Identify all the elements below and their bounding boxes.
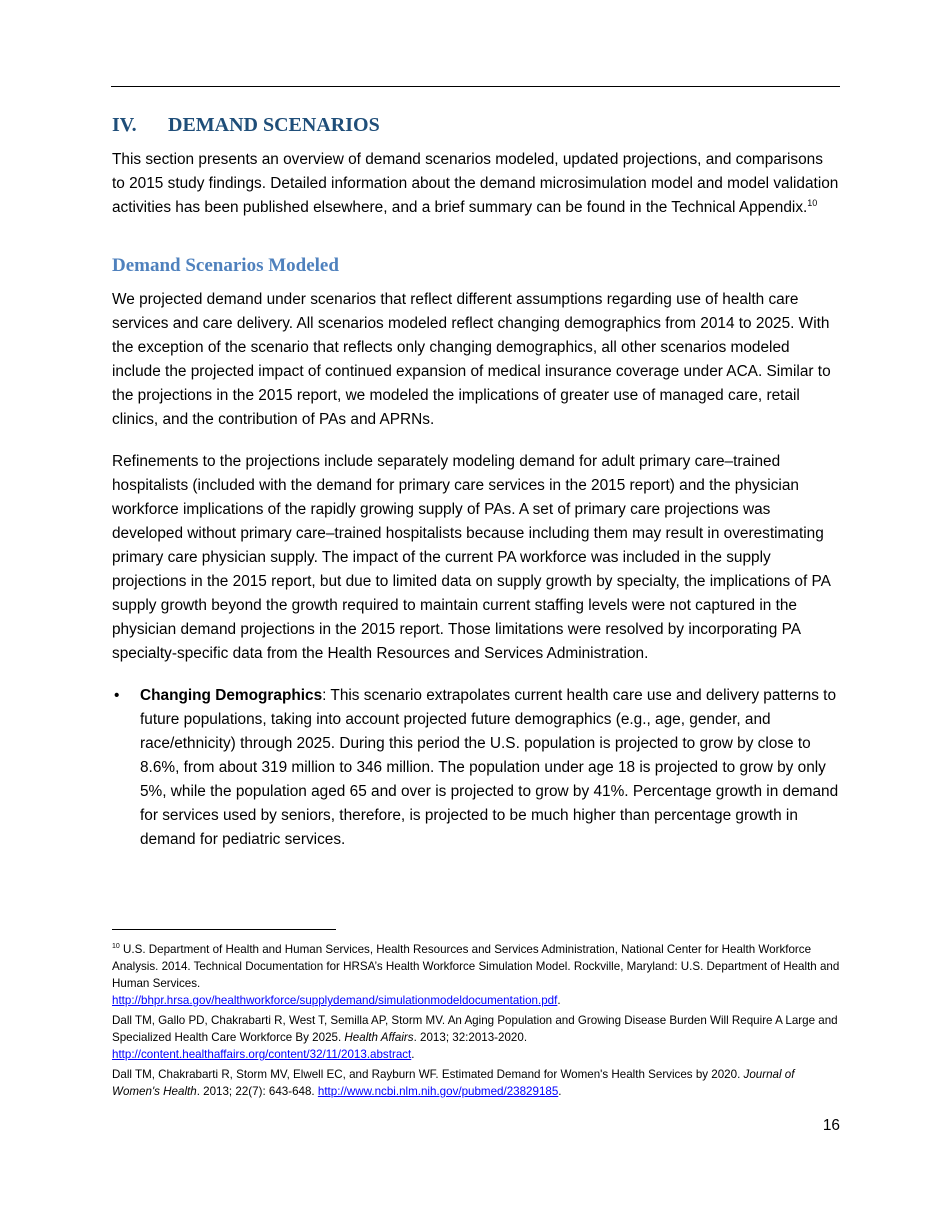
footnote-ref[interactable]: 10	[807, 197, 818, 208]
section-title: DEMAND SCENARIOS	[168, 114, 380, 136]
footnote-1	[112, 941, 840, 1009]
header-rule	[111, 86, 840, 87]
list-item	[112, 684, 840, 852]
bullet-term: Changing Demographics	[140, 687, 323, 704]
paragraph-2: Refinements to the projections include separately modeling demand for adult primary care–trained hospitalists (included with the demand for primary care services in the 2015 report) and the physician workforce implications of the rapidly growing supply of PAs. A set of primary care projections was developed without primary care–trained hospitalists because including them may result in overestimating primary care physician supply. The impact of the current PA workforce was included in the supply projections in the 2015 report, but due to limited data on supply growth by specialty, the implications of PA supply growth beyond the growth required to maintain current staffing levels were not captured in the physician demand projections in the 2015 report. Those limitations were resolved by incorporating PA specialty-specific data from the Health Resources and Services Administration.	[112, 453, 831, 662]
footnote-2-link[interactable]: http://content.healthaffairs.org/content/32/11/2013.abstract	[112, 1048, 412, 1061]
scenario-list	[112, 684, 840, 852]
bullet-text: : This scenario extrapolates current health care use and delivery patterns to future populations, taking into account projected future demographics (e.g., age, gender, and race/ethnicity) through 2025. During this period the U.S. population is projected to grow by close to 8.6%, from about 319 million to 346 million. The population under age 18 is projected to grow by only 5%, while the population aged 65 and over is projected to grow by 41%. Percentage growth in demand for services used by seniors, therefore, is projected to be much higher than percentage growth in demand for pediatric services.	[140, 687, 839, 848]
footnote-2-text: Dall TM, Gallo PD, Chakrabarti R, West T, Semilla AP, Storm MV. An Aging Population and Growing Disease Burden Will Require A Large and Specialized Health Care Workforce By 2025.	[112, 1014, 838, 1044]
page-number: 16	[822, 1117, 840, 1134]
footnote-2-details: . 2013; 32:2013-2020.	[413, 1031, 528, 1044]
main-content	[112, 110, 840, 852]
footnote-2-period: .	[411, 1048, 415, 1061]
intro-paragraph	[112, 148, 840, 220]
footnote-3-period: .	[558, 1085, 562, 1098]
footnote-3-text: Dall TM, Chakrabarti R, Storm MV, Elwell EC, and Rayburn WF. Estimated Demand for Women's Health Services by 2020.	[112, 1068, 744, 1081]
footnote-3	[112, 1066, 840, 1100]
footnote-number: 10	[112, 943, 120, 951]
footnote-3-journal: Journal of Women's Health	[112, 1068, 795, 1098]
footnote-separator	[112, 929, 336, 930]
footnote-3-link[interactable]: http://www.ncbi.nlm.nih.gov/pubmed/23829185	[317, 1085, 559, 1098]
footnote-1-period: .	[557, 994, 561, 1007]
footnote-2-journal: Health Affairs	[344, 1031, 414, 1044]
intro-text: This section presents an overview of demand scenarios modeled, updated projections, and comparisons to 2015 study findings. Detailed information about the demand microsimulation model and model validation activities has been published elsewhere, and a brief summary can be found in the Technical Appendix.	[112, 151, 839, 216]
footnote-1-link[interactable]: http://bhpr.hrsa.gov/healthworkforce/supplydemand/simulationmodeldocumentation.pdf	[112, 994, 558, 1007]
paragraph-1: We projected demand under scenarios that reflect different assumptions regarding use of health care services and care delivery. All scenarios modeled reflect changing demographics from 2014 to 2025. With the exception of the scenario that reflects only changing demographics, all other scenarios modeled include the projected impact of continued expansion of medical insurance coverage under ACA. Similar to the projections in the 2015 report, we modeled the implications of greater use of managed care, retail clinics, and the contribution of PAs and APRNs.	[112, 291, 831, 428]
subsection-heading: Demand Scenarios Modeled	[112, 255, 339, 276]
section-heading	[112, 110, 840, 140]
footnote-3-details: . 2013; 22(7): 643-648.	[196, 1085, 318, 1098]
bullet-icon: •	[114, 687, 120, 704]
footnote-1-text: U.S. Department of Health and Human Services, Health Resources and Services Administration, National Center for Health Workforce Analysis. 2014. Technical Documentation for HRSA’s Health Workforce Simulation Model. Rockville, Maryland: U.S. Department of Health and Human Services.	[112, 943, 840, 990]
section-number: IV.	[112, 114, 137, 136]
footnote-2	[112, 1012, 840, 1063]
footnotes	[112, 941, 840, 1103]
